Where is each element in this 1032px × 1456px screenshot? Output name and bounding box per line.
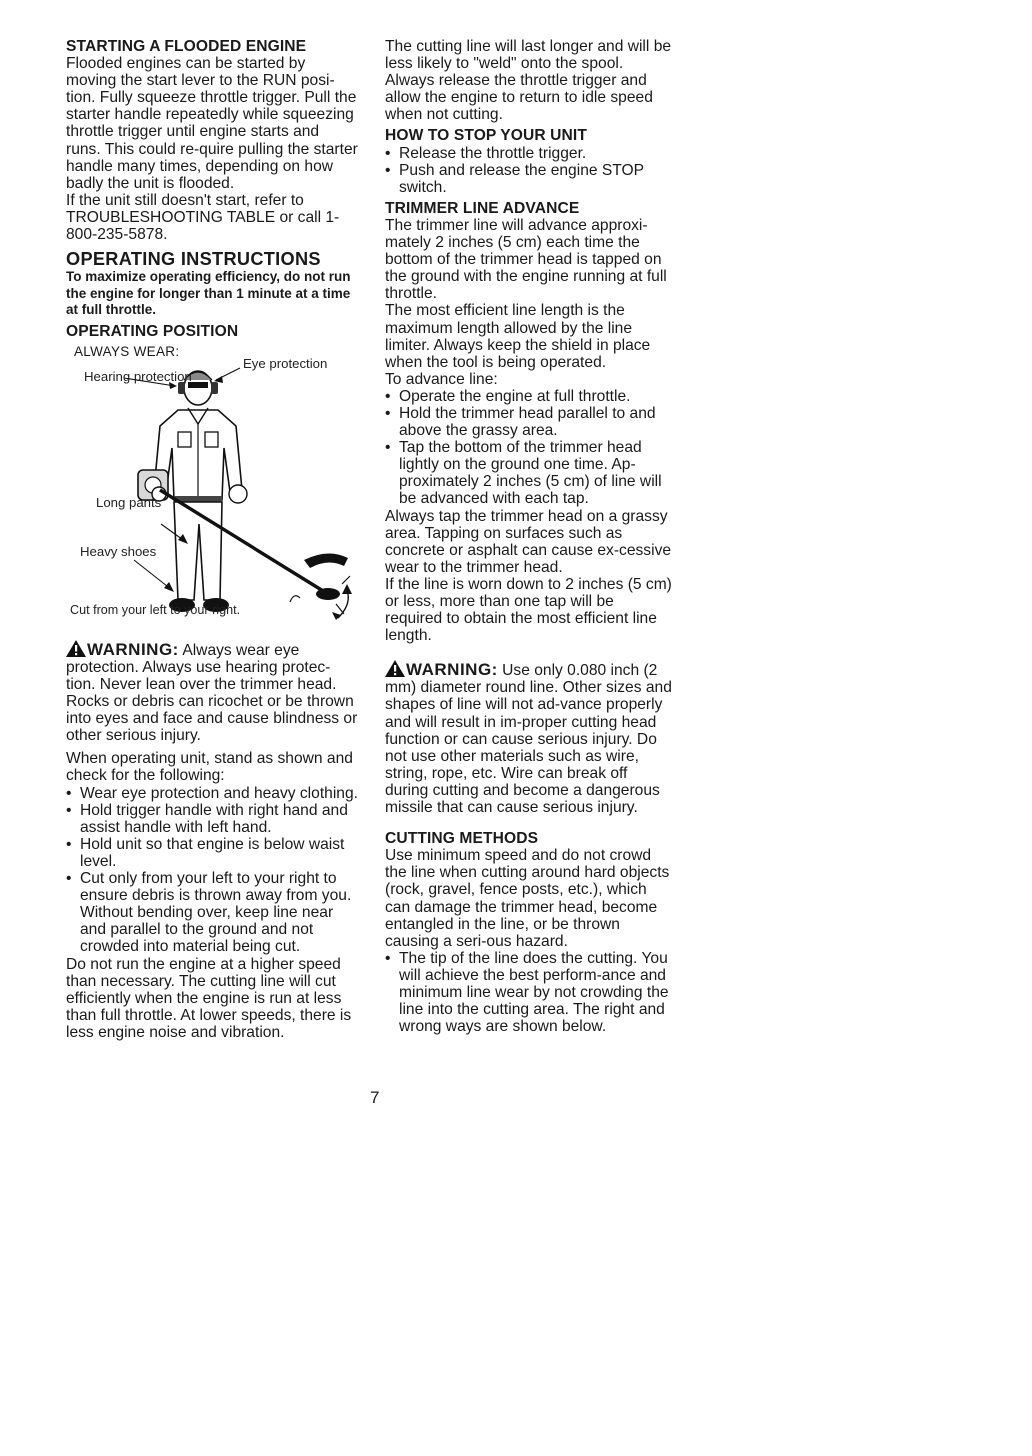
- cutting-methods-heading: CUTTING METHODS: [385, 830, 539, 848]
- page-number: 7: [370, 1088, 380, 1107]
- list-item: • Push and release the engine STOP switch.: [385, 162, 675, 196]
- worn-line-text: If the line is worn down to 2 inches (5 cm) or less, more than one tap will be required to obtain the most efficient line length.: [385, 575, 672, 645]
- right-column: [385, 38, 675, 1035]
- eye-protection-label: Eye protection: [243, 355, 328, 371]
- operating-position-figure: [66, 355, 358, 626]
- operating-position-heading: OPERATING POSITION: [66, 322, 239, 340]
- engine-speed-text: Do not run the engine at a higher speed than necessary. The cutting line will cut efficiently when the engine is run at less than full throttle. At lower speeds, there is less engine noise and vibration.: [66, 955, 352, 1041]
- warning-label: WARNING:: [87, 639, 179, 659]
- troubleshooting-text: If the unit still doesn't start, refer to TROUBLESHOOTING TABLE or call 1-800-235-5878.: [66, 191, 340, 244]
- always-wear-label: ALWAYS WEAR:: [74, 343, 180, 359]
- to-advance-label: To advance line:: [385, 370, 498, 388]
- line-type-warning: [385, 660, 675, 816]
- operator-illustration: [66, 362, 358, 626]
- hearing-protection-label: Hearing protection: [84, 368, 192, 384]
- warning-text: Always wear eye protection. Always use hearing protec-tion. Never lean over the trimmer head. Rocks or debris can ricochet or be thrown into eyes and face and cause blindness or other serious injury.: [66, 641, 358, 745]
- line-longevity-text: The cutting line will last longer and will be less likely to "weld" onto the spool. Always release the throttle trigger and allow the engine to return to idle speed when not cutting.: [385, 38, 672, 124]
- tap-surface-text: Always tap the trimmer head on a grassy area. Tapping on surfaces such as concrete or asphalt can cause ex-cessive wear to the trimmer head.: [385, 507, 672, 576]
- list-item: • Tap the bottom of the trimmer head lightly on the ground one time. Ap-proximately 2 inches (5 cm) of line will be advanced with each tap.: [385, 439, 675, 507]
- warning-label: WARNING:: [406, 660, 498, 680]
- list-item: • Hold the trimmer head parallel to and above the grassy area.: [385, 405, 675, 439]
- stop-unit-heading: HOW TO STOP YOUR UNIT: [385, 127, 587, 145]
- operating-instructions-heading: OPERATING INSTRUCTIONS: [66, 249, 321, 270]
- line-advance-text: The trimmer line will advance approxi-mately 2 inches (5 cm) each time the bottom of the trimmer head is tapped on the ground with the engine running at full throttle.: [385, 216, 667, 303]
- cutting-methods-text: Use minimum speed and do not crowd the line when cutting around hard objects (rock, gravel, fence posts, etc.), which can damage the trimmer head, become entangled in the line, or be thrown causing a seri-ous hazard.: [385, 847, 670, 950]
- warning-icon: [66, 640, 86, 657]
- cut-direction-label: Cut from your left to your right.: [70, 602, 241, 617]
- stand-intro: When operating unit, stand as shown and check for the following:: [66, 750, 353, 785]
- eye-protection-warning: [66, 640, 358, 745]
- list-item: • Operate the engine at full throttle.: [385, 388, 675, 405]
- list-item: • Hold unit so that engine is below waist level.: [66, 836, 358, 870]
- line-advance-heading: TRIMMER LINE ADVANCE: [385, 199, 580, 217]
- left-column: [66, 38, 358, 1041]
- flooded-engine-text: Flooded engines can be started by moving the start lever to the RUN posi-tion. Fully squeeze throttle trigger. Pull the starter handle repeatedly while squeezing throttle trigger until engine starts and runs. This could re-quire pulling the starter handle many times, depending on how badly the unit is flooded.: [66, 55, 358, 192]
- efficiency-note: To maximize operating efficiency, do not run the engine for longer than 1 minute at a time at full throttle.: [66, 269, 351, 318]
- warning-icon: [385, 660, 405, 677]
- list-item: • Cut only from your left to your right to ensure debris is thrown away from you. Without bending over, keep line near and parallel to the ground and not crowded into material being cut.: [66, 870, 358, 955]
- line-length-text: The most efficient line length is the maximum length allowed by the line limiter. Always keep the shield in place when the tool is being operated.: [385, 302, 651, 371]
- list-item: • Hold trigger handle with right hand and assist handle with left hand.: [66, 802, 358, 836]
- flooded-engine-heading: STARTING A FLOODED ENGINE: [66, 38, 307, 55]
- warning-text: Use only 0.080 inch (2 mm) diameter round line. Other sizes and shapes of line will not ad-vance properly and will result in im-proper cutting head function or can cause serious injury. Do not use other materials such as wire, string, rope, etc. Wire can break off during cutting and become a dangerous missile that can cause serious injury.: [385, 662, 672, 817]
- heavy-shoes-label: Heavy shoes: [80, 543, 157, 559]
- list-item: • Wear eye protection and heavy clothing.: [66, 785, 358, 802]
- list-item: • The tip of the line does the cutting. You will achieve the best perform-ance and minimum line wear by not crowding the line into the cutting area. The right and wrong ways are shown below.: [385, 950, 675, 1035]
- long-pants-label: Long pants: [96, 494, 162, 510]
- list-item: • Release the throttle trigger.: [385, 145, 675, 162]
